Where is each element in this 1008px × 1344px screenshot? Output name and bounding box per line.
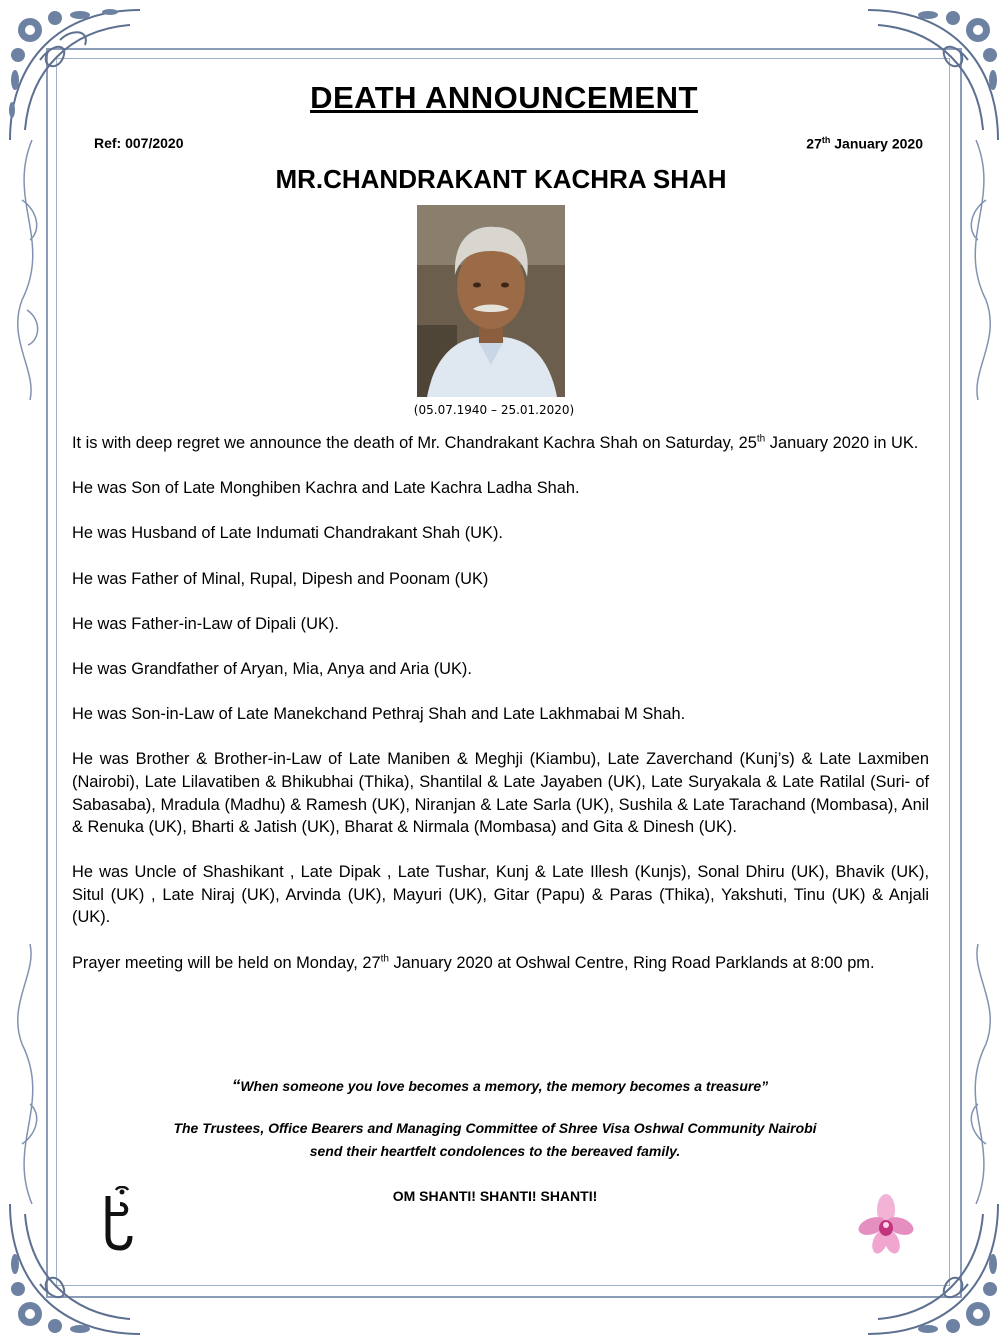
announcement-body (72, 432, 929, 997)
om-shanti-text: OM SHANTI! SHANTI! SHANTI! (392, 1188, 598, 1204)
condolence-line: The Trustees, Office Bearers and Managing Committee of Shree Visa Oshwal Community Nairobi (173, 1120, 817, 1136)
corner-ornament-icon (858, 0, 1008, 150)
memorial-quote: “When someone you love becomes a memory, the memory becomes a treasure” (231, 1076, 769, 1095)
orchid-flower-icon (858, 1192, 914, 1258)
announcement-date: 27th January 2020 (806, 135, 923, 152)
condolence-line: send their heartfelt condolences to the bereaved family. (309, 1143, 681, 1159)
paragraph-grandchildren: He was Grandfather of Aryan, Mia, Anya and Aria (UK). (72, 659, 472, 678)
portrait-photo (417, 205, 565, 397)
jain-om-symbol-icon (100, 1186, 134, 1254)
reference-number: Ref: 007/2020 (94, 135, 184, 151)
condolence-message (0, 1117, 990, 1163)
paragraph-death-notice: It is with deep regret we announce the death of Mr. Chandrakant Kachra Shah on Saturday, 25th January 2020 in UK. (72, 433, 919, 452)
paragraph-children: He was Father of Minal, Rupal, Dipesh and Poonam (UK) (72, 569, 489, 588)
paragraph-siblings: He was Brother & Brother-in-Law of Late Maniben & Meghji (Kiambu), Late Zaverchand (Kunj’s) & Late Laxmiben (Nairobi), Late Lilavatiben & Bhikubhai (Thika), Shantilal & Late Jayaben (UK), Late Suryakala & Late Ratilal (Suri- of Sabasaba), Mradula (Madhu) & Ramesh (UK), Niranjan & Late Sarla (UK), Sushila & Late Tarachand (Mombasa), Anil & Renuka (UK), Bharti & Jatish (UK), Bharat & Nirmala (Mombasa) and Gita & Dinesh (UK). (72, 750, 929, 837)
side-flourish-icon (2, 944, 62, 1204)
paragraph-in-law: He was Father-in-Law of Dipali (UK). (72, 614, 339, 633)
paragraph-son-in-law: He was Son-in-Law of Late Manekchand Pethraj Shah and Late Lakhmabai M Shah. (72, 705, 686, 724)
page-title: DEATH ANNOUNCEMENT (310, 80, 698, 115)
deceased-name: MR.CHANDRAKANT KACHRA SHAH (275, 164, 727, 194)
side-flourish-icon (946, 944, 1006, 1204)
corner-ornament-icon (0, 0, 150, 150)
paragraph-prayer-meeting: Prayer meeting will be held on Monday, 27th January 2020 at Oshwal Centre, Ring Road Parklands at 8:00 pm. (72, 953, 875, 972)
paragraph-parents: He was Son of Late Monghiben Kachra and Late Kachra Ladha Shah. (72, 479, 580, 498)
life-dates: (05.07.1940 – 25.01.2020) (413, 403, 575, 417)
paragraph-spouse: He was Husband of Late Indumati Chandrakant Shah (UK). (72, 524, 503, 543)
paragraph-nephews-nieces: He was Uncle of Shashikant , Late Dipak , Late Tushar, Kunj & Late Illesh (Kunjs), Sonal Dhiru (UK), Bhavik (UK), Situl (UK) , Late Niraj (UK), Arvinda (UK), Mayuri (UK), Gitar (Papu) & Paras (Thika), Yakshuti, Tinu (UK) & Anjali (UK). (72, 863, 929, 927)
